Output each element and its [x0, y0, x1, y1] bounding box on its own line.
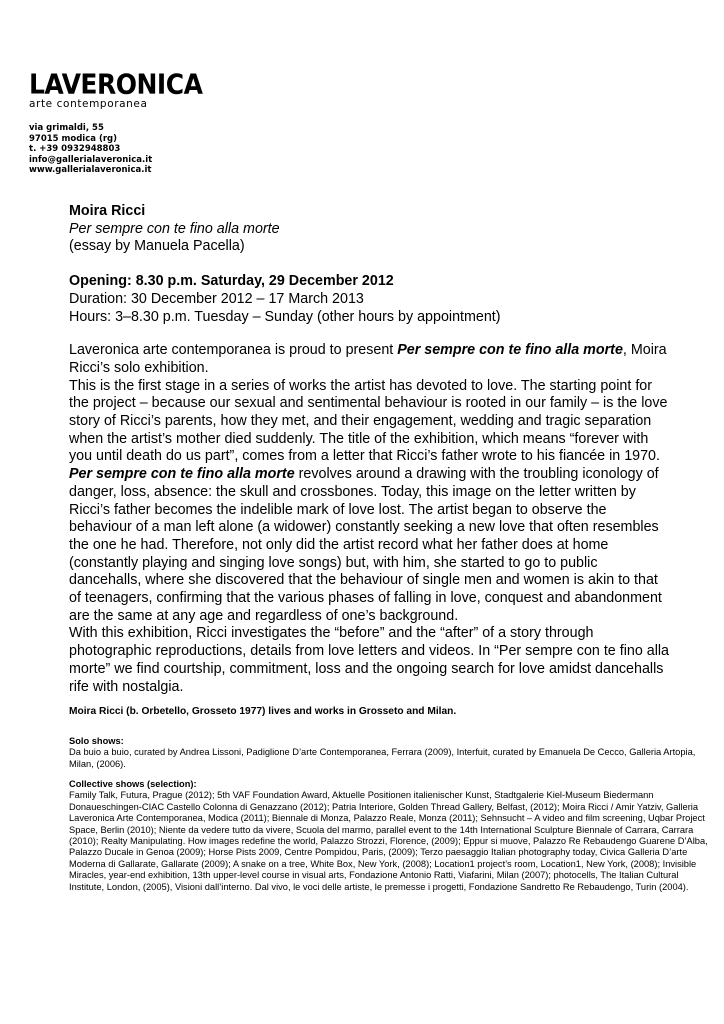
logo-wordmark: LAVERONICA: [29, 67, 203, 101]
exhibition-title: Per sempre con te fino alla morte: [69, 220, 280, 237]
paragraph-announcement: [69, 342, 669, 377]
intro-block: [69, 203, 669, 256]
opening-date: Opening: 8.30 p.m. Saturday, 29 December 2012: [69, 273, 394, 290]
solo-shows-section: [69, 736, 709, 770]
paragraph-investigation: With this exhibition, Ricci investigates the “before” and the “after” of a story through photographic reproductions, details from love letters and videos. In “Per sempre con te fino alla morte” we find courtship, commitment, loss and the ongoing search for love amidst dancehalls rife with nostalgia.: [69, 625, 669, 695]
address-street: via grimaldi, 55: [29, 123, 104, 133]
announcement-text-end: , Moira Ricci’s solo exhibition.: [69, 342, 667, 376]
paragraph-concept: [69, 466, 669, 625]
essay-credit: (essay by Manuela Pacella): [69, 238, 245, 255]
address-city: 97015 modica (rg): [29, 133, 118, 144]
collective-shows-text: Family Talk, Futura, Prague (2012); 5th VAF Foundation Award, Aktuelle Positionen italienischer Kunst, Stadtgalerie Kiel-Museum Biedermann Donaueschingen-CIAC Castello Colonna di Genazzano (2012); Patria Interiore, Golden Thread Gallery, Belfast, (2012); Moira Ricci / Amir Yatziv, Galleria Laveronica Arte Contemporanea, Modica (2011); Biennale di Monza, Palazzo Reale, Monza (2011); Sehnsucht – A video and film screening, Uqbar Project Space, Berlin (2010); Niente da vedere tutto da vivere, Scuola del marmo, parallel event to the 14th International Sculpture Biennale of Carrara, Carrara (2010); Realty Manipulating. How images redefine the world, Palazzo Strozzi, Florence, (2009); Eppur si muove, Palazzo Re Rebaudengo Guarene D’Alba, Palazzo Ducale in Genoa (2009); Horse Pists 2009, Centre Pompidou, Paris, (2009); Terzo paesaggio Italian photography today, Civica Galleria D’arte Moderna di Gallarate, Gallarate (2009); A snake on a tree, White Box, New York, (2008); Location1 project’s room, Location1, New York, (2008); Invisible Miracles, year-end exhibition, 13th upper-level course in visual arts, Fondazione Antonio Ratti, Viafarini, Milan (2007); photocells, The Italian Cultural Institute, London, (2005), Visioni dall’interno. Dal vivo, le voci delle artiste, le premesse i progetti, Fondazione Sandretto Re Rebaudengo, Turin (2004).: [69, 790, 708, 892]
artist-name: Moira Ricci: [69, 203, 146, 219]
logo-tagline: arte contemporanea: [29, 98, 148, 110]
gallery-logo: [29, 67, 203, 110]
paragraph-project: This is the first stage in a series of works the artist has devoted to love. The starting point for the project – because our sexual and sentimental behaviour is rooted in our family – is the love story of Ricci’s parents, how they met, and their engagement, wedding and tragic separation when the artist’s mother died suddenly. The title of the exhibition, which means “forever with you until death do us part”, comes from a letter that Ricci’s father wrote to his fiancée in 1970.: [69, 377, 668, 465]
collective-shows-heading: Collective shows (selection):: [69, 779, 197, 789]
address-email: info@gallerialaveronica.it: [29, 154, 153, 165]
announcement-title: Per sempre con te fino alla morte: [397, 342, 623, 359]
collective-shows-section: [69, 779, 709, 893]
concept-title: Per sempre con te fino alla morte: [69, 466, 295, 483]
address-website: www.gallerialaveronica.it: [29, 165, 152, 176]
description-block: [69, 342, 669, 696]
announcement-text: Laveronica arte contemporanea is proud to present: [69, 342, 398, 359]
solo-shows-text: Da buio a buio, curated by Andrea Lissoni, Padiglione D’arte Contemporanea, Ferrara (2009), Interfuit, curated by Emanuela De Cecco, Galleria Artopia, Milan, (2006).: [69, 747, 696, 769]
opening-hours: Hours: 3–8.30 p.m. Tuesday – Sunday (other hours by appointment): [69, 308, 501, 325]
concept-text: revolves around a drawing with the troubling iconology of danger, loss, absence: the skull and crossbones. Today, this image on the letter written by Ricci’s father becomes the indelible mark of love lost. The artist began to observe the behaviour of a man left alone (a widower) constantly seeking a new love that often resembles the one he had. Therefore, not only did the artist record what her father does at home (constantly playing and singing love songs) but, with him, she started to go to public dancehalls, where she discovered that the behaviour of single men and women is akin to that of teenagers, confirming that the various phases of falling in love, conquest and abandonment are the same at any age and regardless of one’s background.: [69, 466, 662, 624]
press-release-body: [69, 203, 669, 696]
artist-bio: Moira Ricci (b. Orbetello, Grosseto 1977) lives and works in Grosseto and Milan.: [69, 706, 457, 717]
gallery-address: [29, 123, 152, 176]
exhibition-duration: Duration: 30 December 2012 – 17 March 2013: [69, 290, 364, 307]
address-phone: t. +39 0932948803: [29, 144, 121, 155]
solo-shows-heading: Solo shows:: [69, 736, 124, 746]
dates-block: [69, 273, 669, 326]
